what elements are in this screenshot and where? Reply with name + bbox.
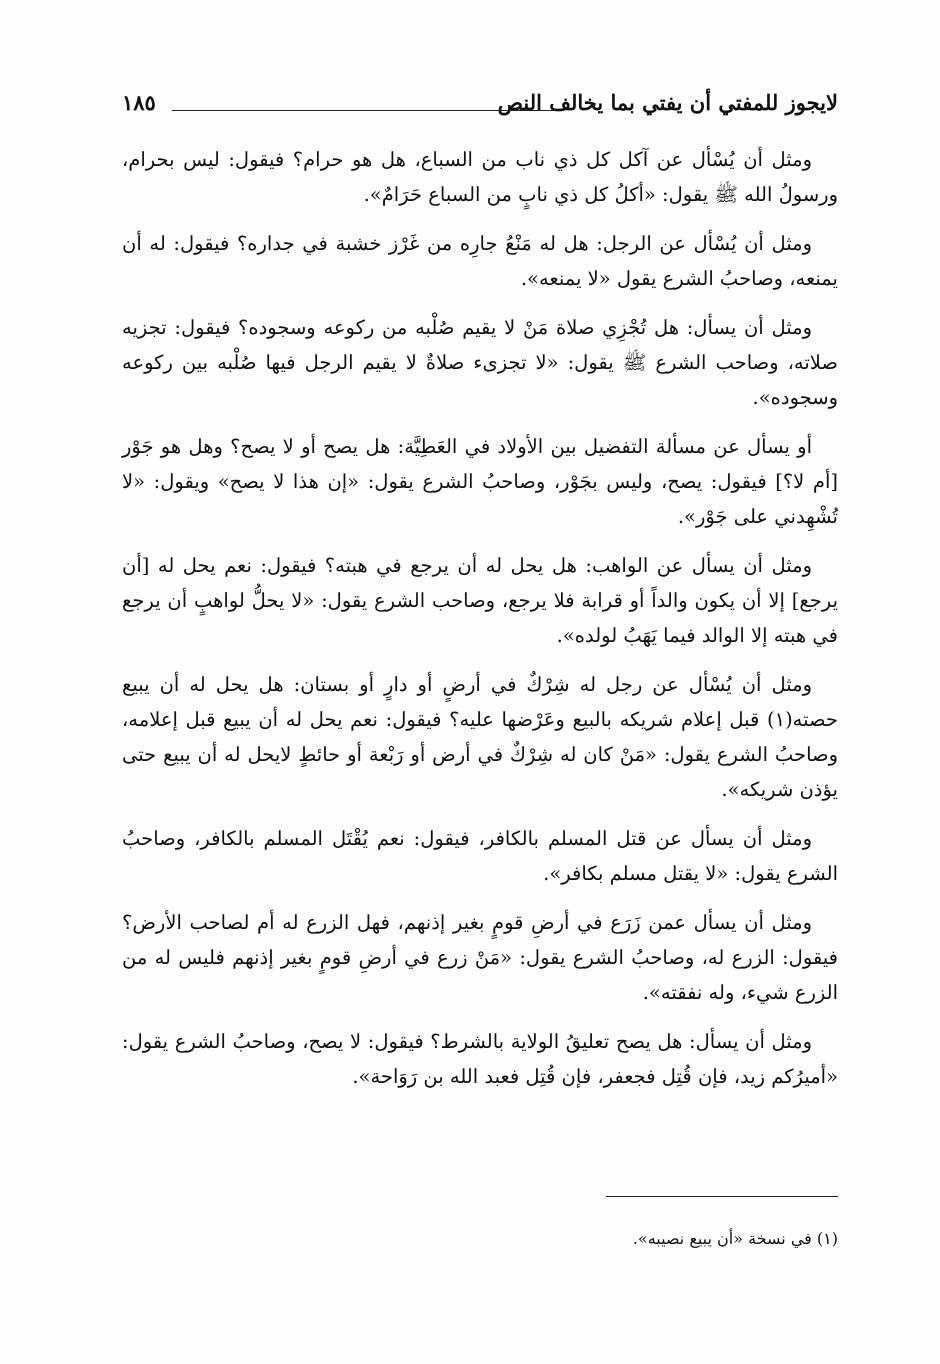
- paragraph: أو يسأل عن مسألة التفضيل بين الأولاد في العَطِيَّة: هل يصح أو لا يصح؟ وهل هو جَوْر [أم لا؟] فيقول: يصح، وليس بجَوْر، وصاحبُ الشرع يقول: «إن هذا لا يصح» ويقول: «لا تُشْهِدني على جَوْر».: [122, 435, 838, 528]
- paragraph: ومثل أن يُسْأل عن الرجل: هل له مَنْعُ جارِه من غَرْز خشبة في جداره؟ فيقول: له أن يمنعه، وصاحبُ الشرع يقول «لا يمنعه».: [122, 232, 838, 290]
- page-number: ١٨٥: [122, 90, 156, 115]
- paragraph: ومثل أن يسأل: هل تُجْزِي صلاة مَنْ لا يقيم صُلْبه من ركوعه وسجوده؟ فيقول: تجزيه صلاته، وصاحب الشرع ﷺ يقول: «لا تجزىء صلاةٌ لا يقيم الرجل فيها صُلْبه بين ركوعه وسجوده».: [122, 316, 838, 409]
- paragraph: ومثل أن يسأل عن قتل المسلم بالكافر، فيقول: نعم يُقْتَل المسلم بالكافر، وصاحبُ الشرع يقول: «لا يقتل مسلم بكافر».: [122, 827, 838, 885]
- header-rule: [172, 110, 556, 111]
- running-header: [122, 86, 838, 120]
- paragraph: ومثل أن يُسْأل عن آكل كل ذي ناب من السباع، هل هو حرام؟ فيقول: ليس بحرام، ورسولُ الله ﷺ يقول: «أكلُ كل ذي نابٍ من السباع حَرَامٌ».: [122, 148, 838, 206]
- paragraph: ومثل أن يسأل عن الواهب: هل يحل له أن يرجع في هبته؟ فيقول: نعم يحل له [أن يرجع] إلا أن يكون والداً أو قرابة فلا يرجع، وصاحب الشرع يقول: «لا يحلُّ لواهبٍ أن يرجع في هبته إلا الوالد فيما يَهَبُ لولده».: [122, 554, 838, 647]
- running-header-title: لايجوز للمفتي أن يفتي بما يخالف النص: [497, 90, 838, 115]
- footnote: (١) في نسخة «أن يبيع نصيبه».: [632, 1229, 838, 1248]
- main-text: [122, 142, 838, 1108]
- footnote-rule: [606, 1196, 838, 1197]
- paragraph: ومثل أن يسأل عمن زَرَع في أرضِ قومٍ بغير إذنهم، فهل الزرع له أم لصاحب الأرض؟ فيقول: الزرع له، وصاحبُ الشرع يقول: «مَنْ زرع في أرضِ قومٍ بغير إذنهم فليس له من الزرع شيء، وله نفقته».: [122, 911, 838, 1004]
- paragraph: ومثل أن يُسْأل عن رجل له شِرْكٌ في أرضٍ أو دارٍ أو بستان: هل يحل له أن يبيع حصته(١) قبل إعلام شريكه بالبيع وعَرْضها عليه؟ فيقول: نعم يحل له أن يبيع قبل إعلامه، وصاحبُ الشرع يقول: «مَنْ كان له شِرْكٌ في أرض أو رَبْعة أو حائطٍ لايحل له أن يبيع حتى يؤذن شريكه».: [122, 673, 838, 801]
- paragraph: ومثل أن يسأل: هل يصح تعليقُ الولاية بالشرط؟ فيقول: لا يصح، وصاحبُ الشرع يقول: «أميرُكم زيد، فإن قُتِل فجعفر، فإن قُتِل فعبد الله بن رَوَاحة».: [122, 1030, 838, 1088]
